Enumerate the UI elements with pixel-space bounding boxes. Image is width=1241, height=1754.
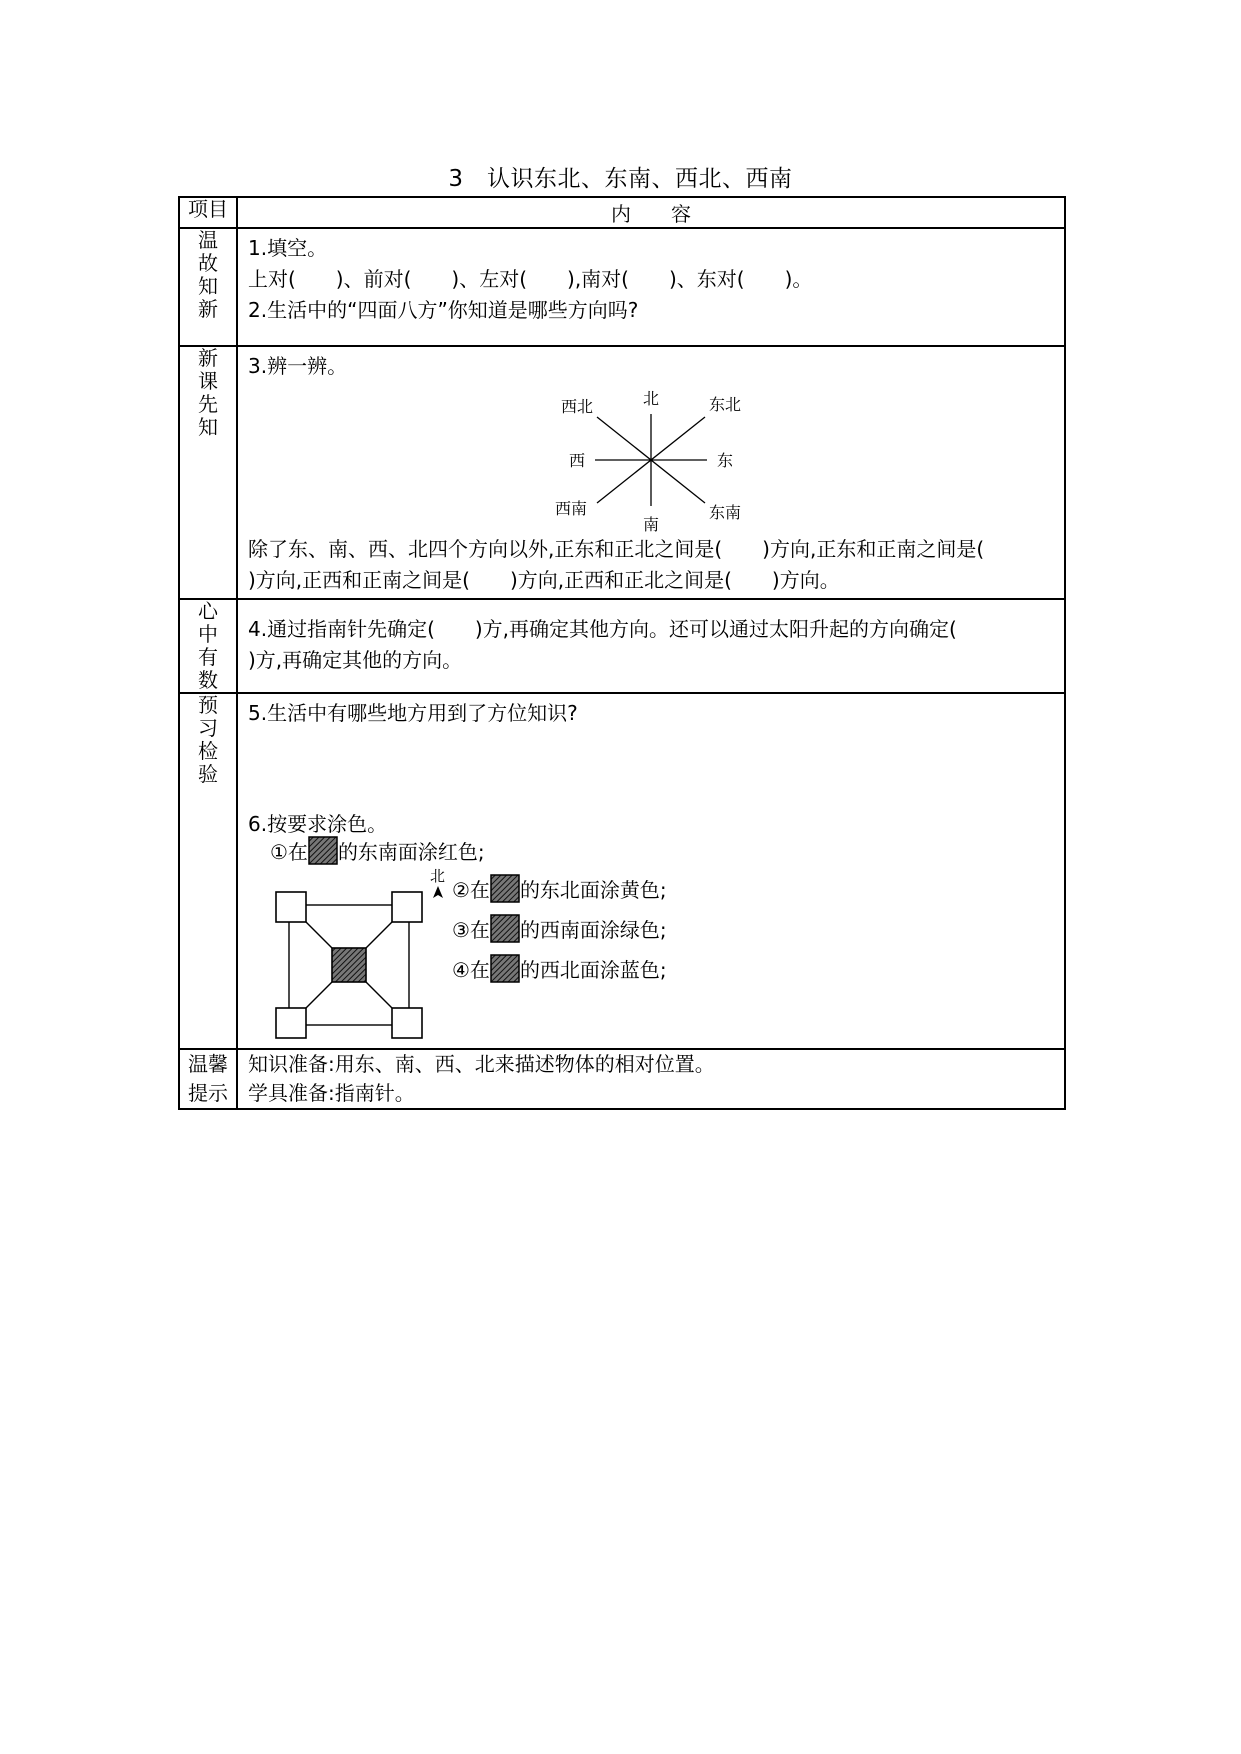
row-label: 预 习 检 验 bbox=[179, 693, 237, 1049]
question-6: 6.按要求涂色。 bbox=[248, 812, 388, 836]
table-row bbox=[179, 228, 1065, 346]
hatched-square-icon bbox=[308, 836, 338, 865]
paint-item-3: ③在 的西南面涂绿色; bbox=[452, 914, 667, 946]
header-content: 内容 bbox=[237, 197, 1065, 228]
row-content bbox=[237, 599, 1065, 693]
page-title: 3 认识东北、东南、西北、西南 bbox=[448, 166, 793, 192]
row-label: 新 课 先 知 bbox=[179, 346, 237, 599]
label-north: 北 bbox=[643, 389, 660, 408]
row-content bbox=[237, 1049, 1065, 1109]
table-row bbox=[179, 693, 1065, 1049]
answer-space bbox=[248, 729, 1054, 809]
label-northeast: 东北 bbox=[709, 395, 742, 414]
row-content bbox=[237, 228, 1065, 346]
north-arrow-icon bbox=[432, 884, 444, 900]
table-row bbox=[179, 1049, 1065, 1109]
hatched-square-icon bbox=[490, 874, 520, 903]
row-label: 温馨 提示 bbox=[179, 1049, 237, 1109]
fill-blanks-line: 上对( )、前对( )、左对( ),南对( )、东对( )。 bbox=[248, 267, 813, 291]
square-diagram bbox=[274, 890, 424, 1040]
label-northwest: 西北 bbox=[561, 397, 594, 416]
paint-item-2: ②在 的东北面涂黄色; bbox=[452, 874, 667, 906]
question-5: 5.生活中有哪些地方用到了方位知识? bbox=[248, 701, 578, 725]
fill-blanks-line: 除了东、南、西、北四个方向以外,正东和正北之间是( )方向,正东和正南之间是( bbox=[248, 537, 985, 561]
compass-diagram bbox=[531, 384, 771, 534]
paint-item-4: ④在 的西北面涂蓝色; bbox=[452, 954, 667, 986]
fill-blanks-line: )方,再确定其他的方向。 bbox=[248, 648, 463, 672]
header-item: 项目 bbox=[179, 197, 237, 228]
table-row bbox=[179, 599, 1065, 693]
question-2: 2.生活中的“四面八方”你知道是哪些方向吗? bbox=[248, 298, 639, 322]
fill-blanks-line: )方向,正西和正南之间是( )方向,正西和正北之间是( )方向。 bbox=[248, 568, 840, 592]
worksheet-table bbox=[178, 196, 1066, 1110]
label-west: 西 bbox=[569, 451, 586, 470]
label-southwest: 西南 bbox=[555, 499, 588, 518]
question-1: 1.填空。 bbox=[248, 236, 328, 260]
row-label: 温 故 知 新 bbox=[179, 228, 237, 346]
label-southeast: 东南 bbox=[709, 503, 742, 522]
paint-exercise bbox=[248, 840, 1054, 1030]
hatched-square-icon bbox=[490, 954, 520, 983]
row-label: 心 中 有 数 bbox=[179, 599, 237, 693]
table-header-row bbox=[179, 197, 1065, 228]
hatched-square-icon bbox=[490, 914, 520, 943]
knowledge-prep: 知识准备:用东、南、西、北来描述物体的相对位置。 bbox=[248, 1052, 715, 1076]
paint-item-1: ①在 的东南面涂红色; bbox=[270, 836, 485, 868]
question-3: 3.辨一辨。 bbox=[248, 354, 348, 378]
label-east: 东 bbox=[717, 451, 734, 470]
question-4: 4.通过指南针先确定( )方,再确定其他方向。还可以通过太阳升起的方向确定( bbox=[248, 617, 957, 641]
row-content bbox=[237, 346, 1065, 599]
tools-prep: 学具准备:指南针。 bbox=[248, 1081, 415, 1105]
north-indicator: 北 bbox=[430, 868, 445, 903]
label-south: 南 bbox=[643, 515, 660, 534]
row-content bbox=[237, 693, 1065, 1049]
table-row bbox=[179, 346, 1065, 599]
